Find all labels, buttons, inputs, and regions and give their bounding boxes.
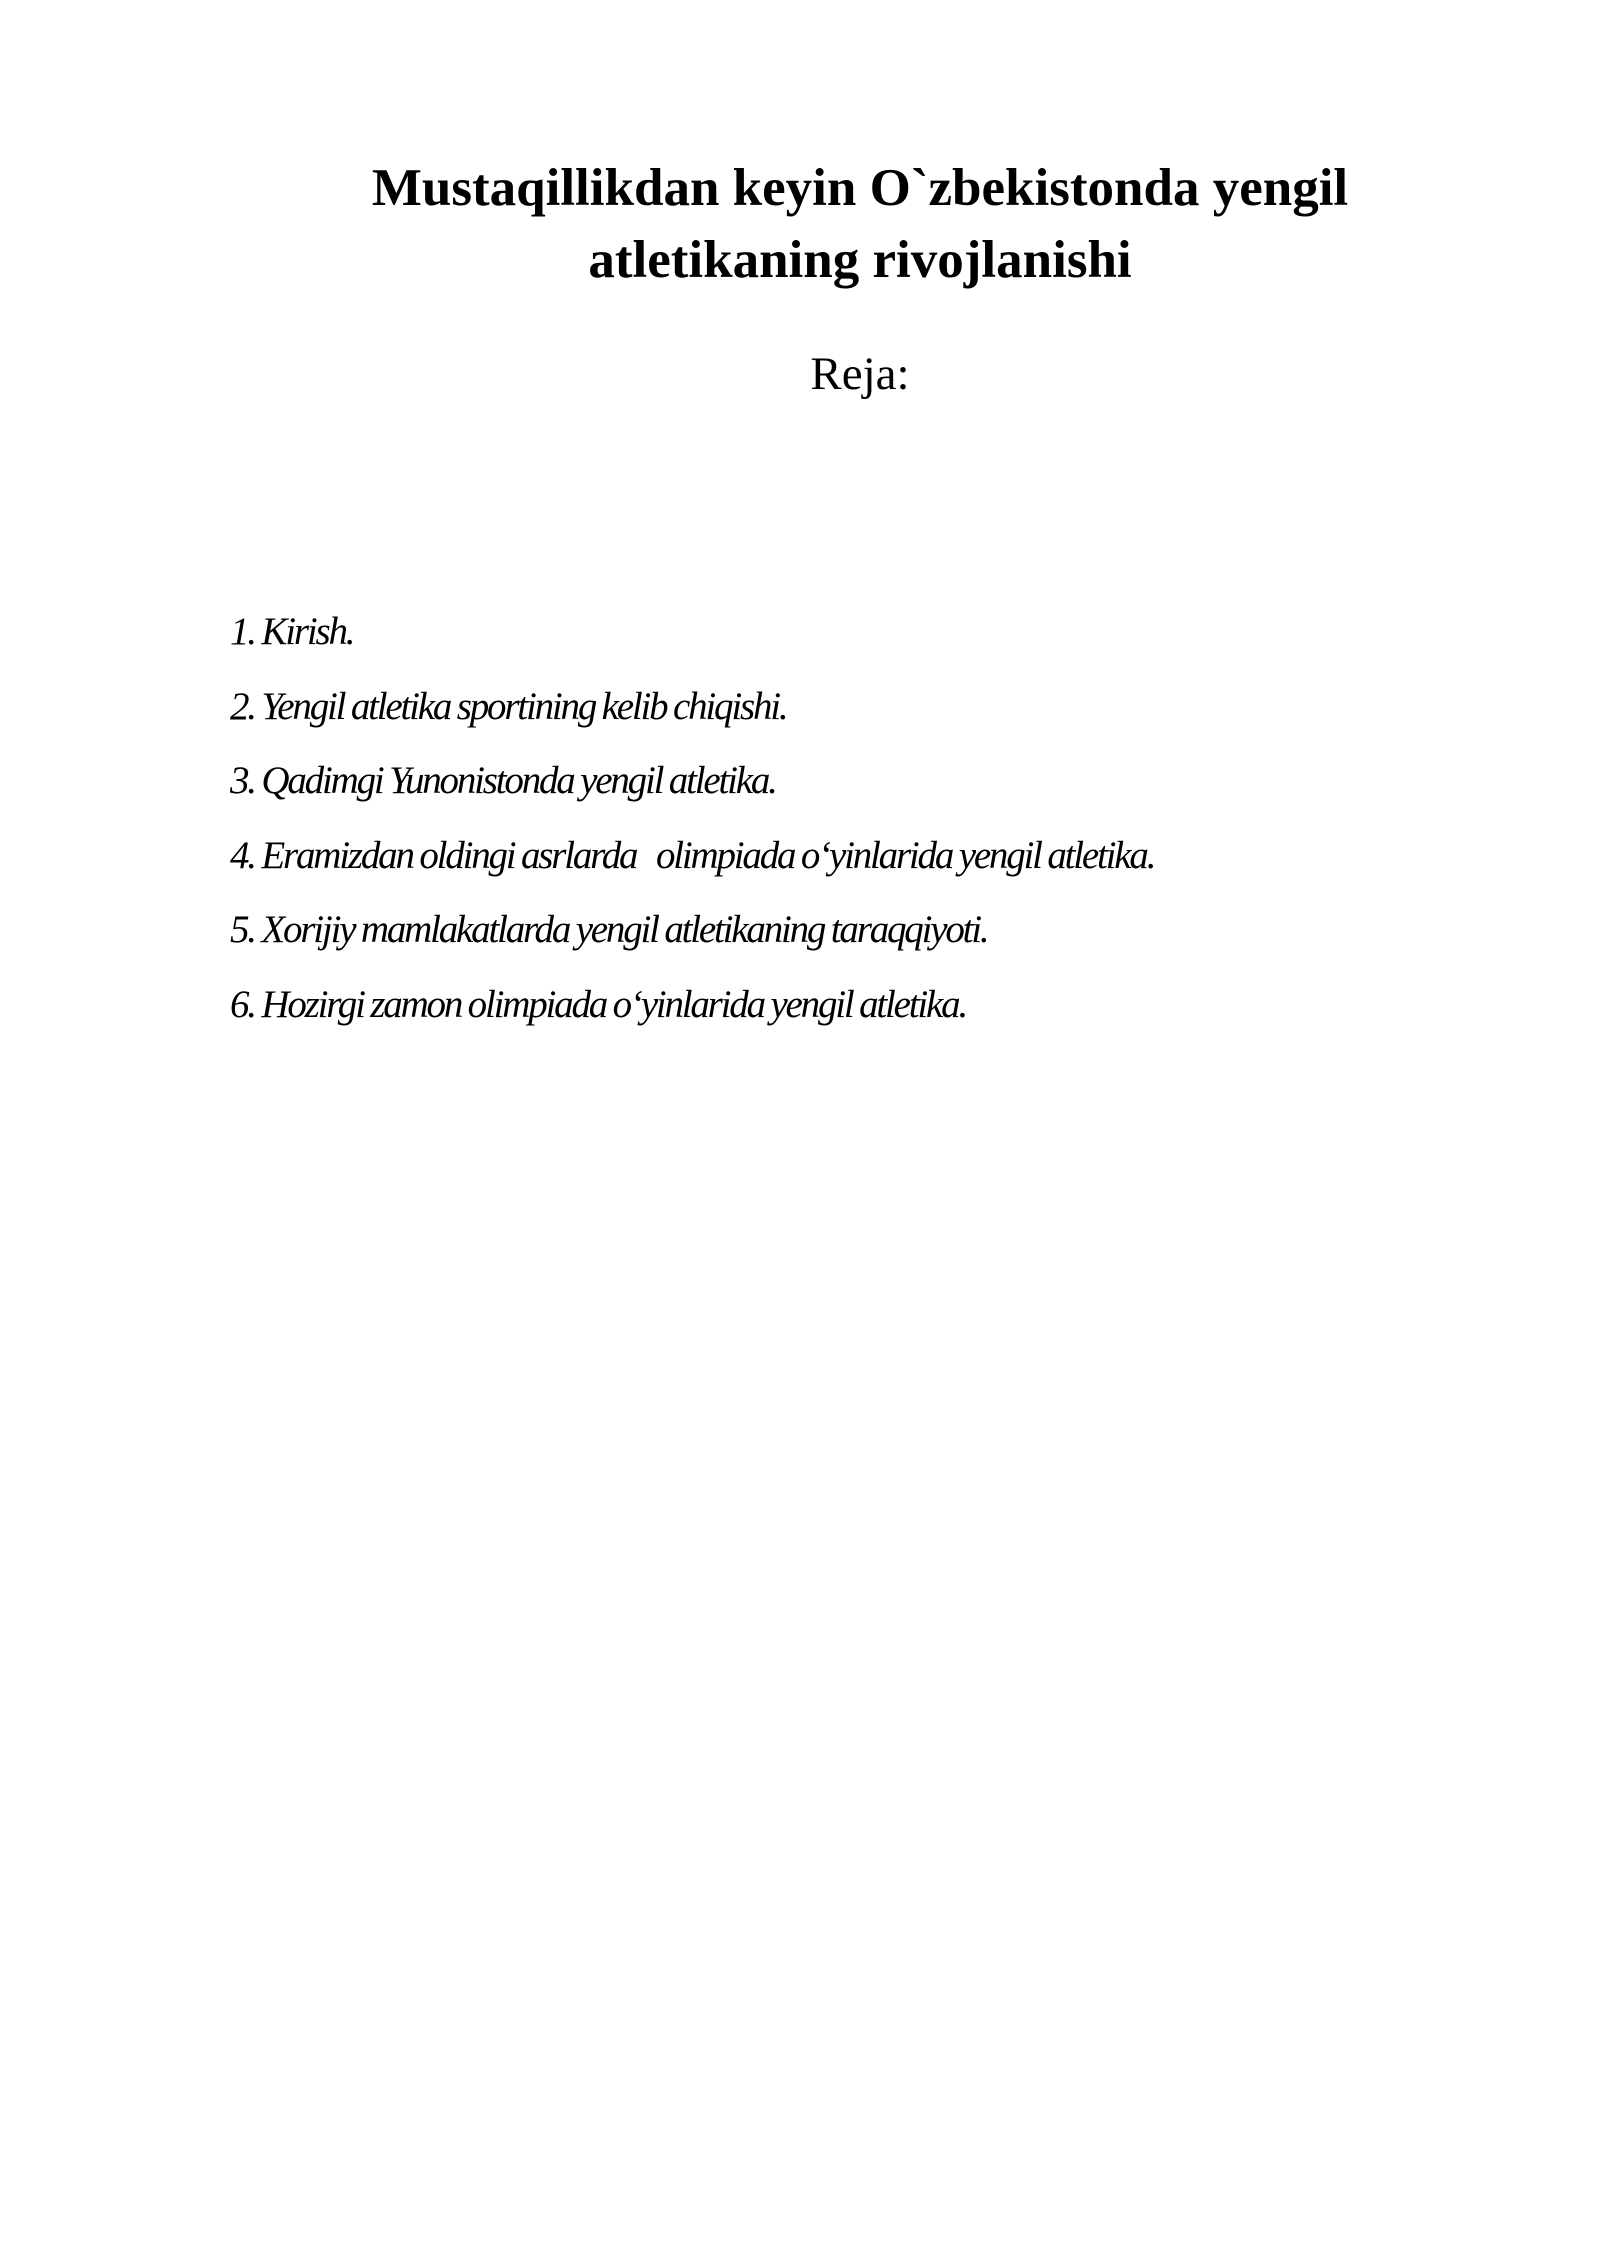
- plan-heading: Reja:: [810, 348, 910, 400]
- plan-item: 2. Yengil atletika sportining kelib chiqishi.: [230, 684, 787, 728]
- plan-item: 6. Hozirgi zamon olimpiada o‘yinlarida yengil atletika.: [230, 982, 966, 1026]
- plan-list: [230, 602, 1430, 1049]
- plan-item: 1. Kirish.: [230, 610, 354, 653]
- document-title: Mustaqillikdan keyin O`zbekistonda yengil atletikaning rivojlanishi: [371, 159, 1349, 289]
- plan-item: 5. Xorijiy mamlakatlarda yengil atletikaning taraqqiyoti.: [230, 908, 988, 951]
- plan-item: 4. Eramizdan oldingi asrlarda olimpiada o‘yinlarida yengil atletika.: [230, 833, 1155, 877]
- plan-item: 3. Qadimgi Yunonistonda yengil atletika.: [230, 759, 776, 802]
